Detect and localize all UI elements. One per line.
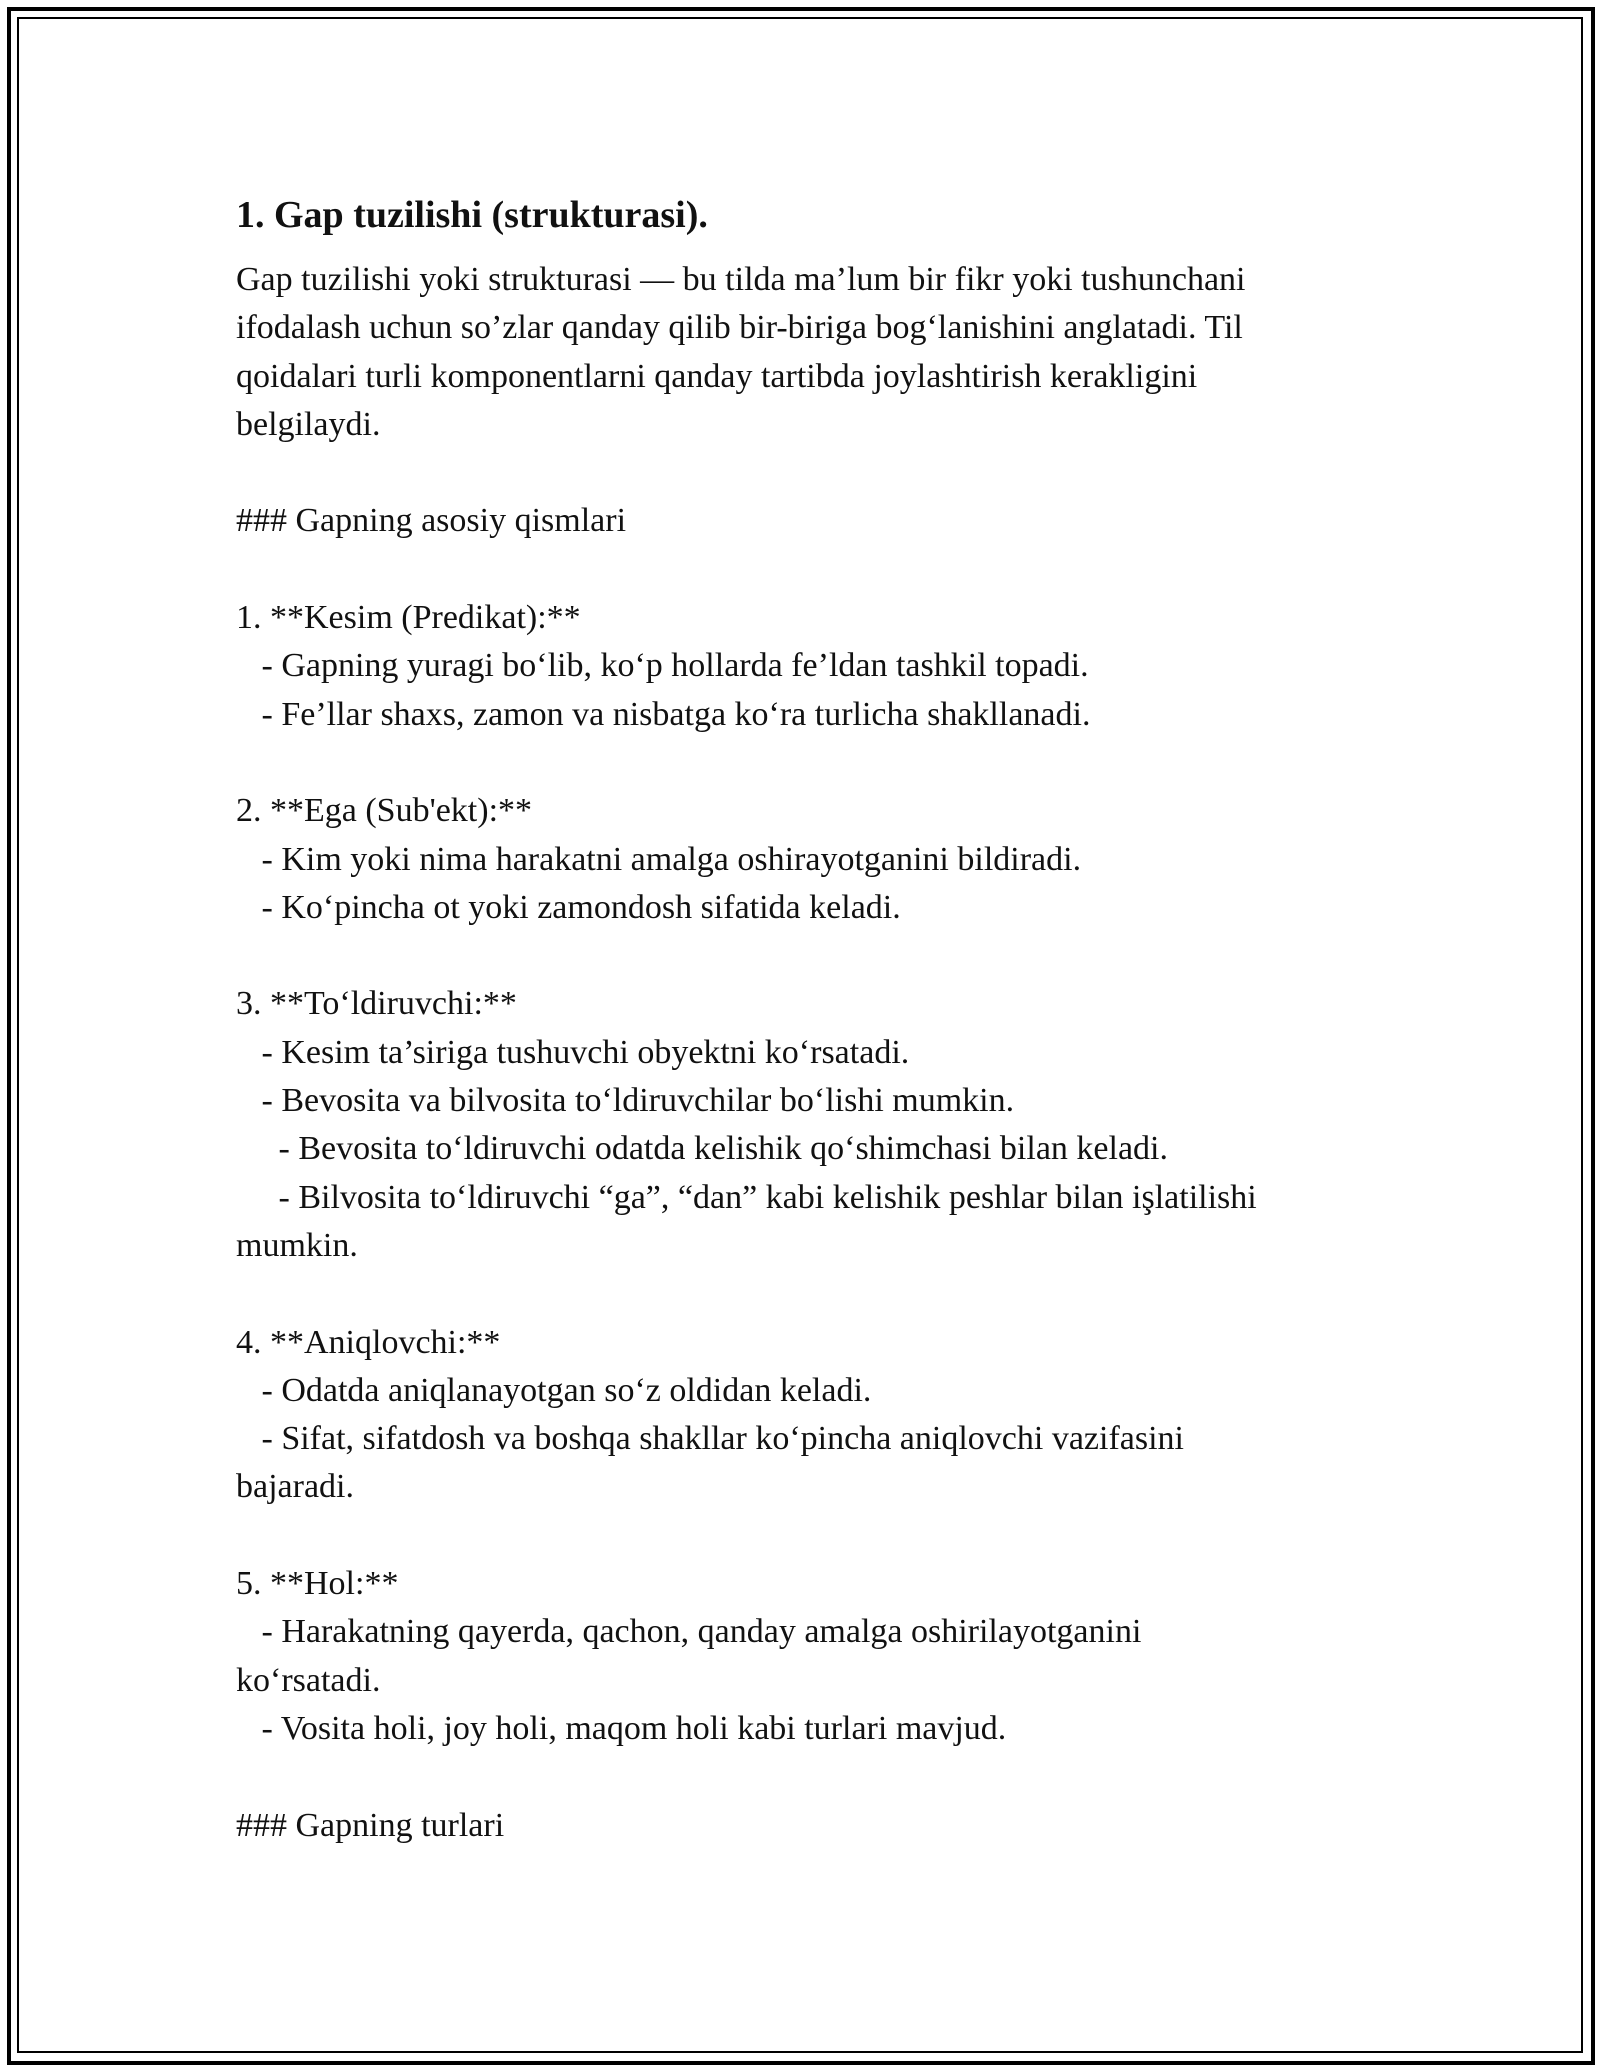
text-line: bajaradi. <box>236 1468 354 1506</box>
document-body <box>236 256 1366 1850</box>
text-line <box>236 932 1366 980</box>
document-page <box>236 186 1366 1850</box>
text-line: 2. **Ega (Sub'ekt):** <box>236 792 533 830</box>
text-line: - Harakatning qayerda, qachon, qanday amalga oshirilayotganini <box>236 1613 1142 1651</box>
text-line: - Bevosita va bilvosita to‘ldiruvchilar bo‘lishi mumkin. <box>236 1082 1015 1120</box>
text-line: ### Gapning turlari <box>236 1806 505 1844</box>
text-line: - Odatda aniqlanayotgan so‘z oldidan keladi. <box>236 1371 872 1409</box>
text-line: 3. **To‘ldiruvchi:** <box>236 985 517 1023</box>
text-line: 1. **Kesim (Predikat):** <box>236 599 581 637</box>
text-line: 4. **Aniqlovchi:** <box>236 1323 501 1361</box>
text-line: - Ko‘pincha ot yoki zamondosh sifatida keladi. <box>236 888 901 926</box>
text-line: - Bilvosita to‘ldiruvchi “ga”, “dan” kabi kelishik peshlar bilan işlatilishi <box>236 1178 1257 1216</box>
text-line: ko‘rsatadi. <box>236 1661 381 1699</box>
text-line: - Vosita holi, joy holi, maqom holi kabi turlari mavjud. <box>236 1709 1007 1747</box>
text-line <box>236 1512 1366 1560</box>
text-line: - Gapning yuragi bo‘lib, ko‘p hollarda fe’ldan tashkil topadi. <box>236 647 1089 685</box>
text-line: ifodalash uchun so’zlar qanday qilib bir-biriga bog‘lanishini anglatadi. Til <box>236 309 1243 347</box>
text-line: 5. **Hol:** <box>236 1565 399 1603</box>
text-line: - Sifat, sifatdosh va boshqa shakllar ko‘pincha aniqlovchi vazifasini <box>236 1420 1184 1458</box>
text-line <box>236 1270 1366 1318</box>
text-line <box>236 546 1366 594</box>
text-line: Gap tuzilishi yoki strukturasi — bu tilda ma’lum bir fikr yoki tushunchani <box>236 261 1246 298</box>
text-line: qoidalari turli komponentlarni qanday tartibda joylashtirish kerakligini <box>236 357 1198 395</box>
text-line <box>236 1753 1366 1801</box>
text-line <box>236 449 1366 497</box>
text-line: - Bevosita to‘ldiruvchi odatda kelishik qo‘shimchasi bilan keladi. <box>236 1130 1168 1168</box>
text-line: mumkin. <box>236 1226 358 1264</box>
text-line: - Fe’llar shaxs, zamon va nisbatga ko‘ra turlicha shakllanadi. <box>236 695 1091 733</box>
text-line: ### Gapning asosiy qismlari <box>236 502 627 540</box>
page-title: 1. Gap tuzilishi (strukturasi). <box>236 194 708 236</box>
text-line: belgilaydi. <box>236 405 381 443</box>
text-line: - Kesim ta’siriga tushuvchi obyektni ko‘rsatadi. <box>236 1033 910 1071</box>
text-line: - Kim yoki nima harakatni amalga oshirayotganini bildiradi. <box>236 840 1082 878</box>
text-line <box>236 739 1366 787</box>
